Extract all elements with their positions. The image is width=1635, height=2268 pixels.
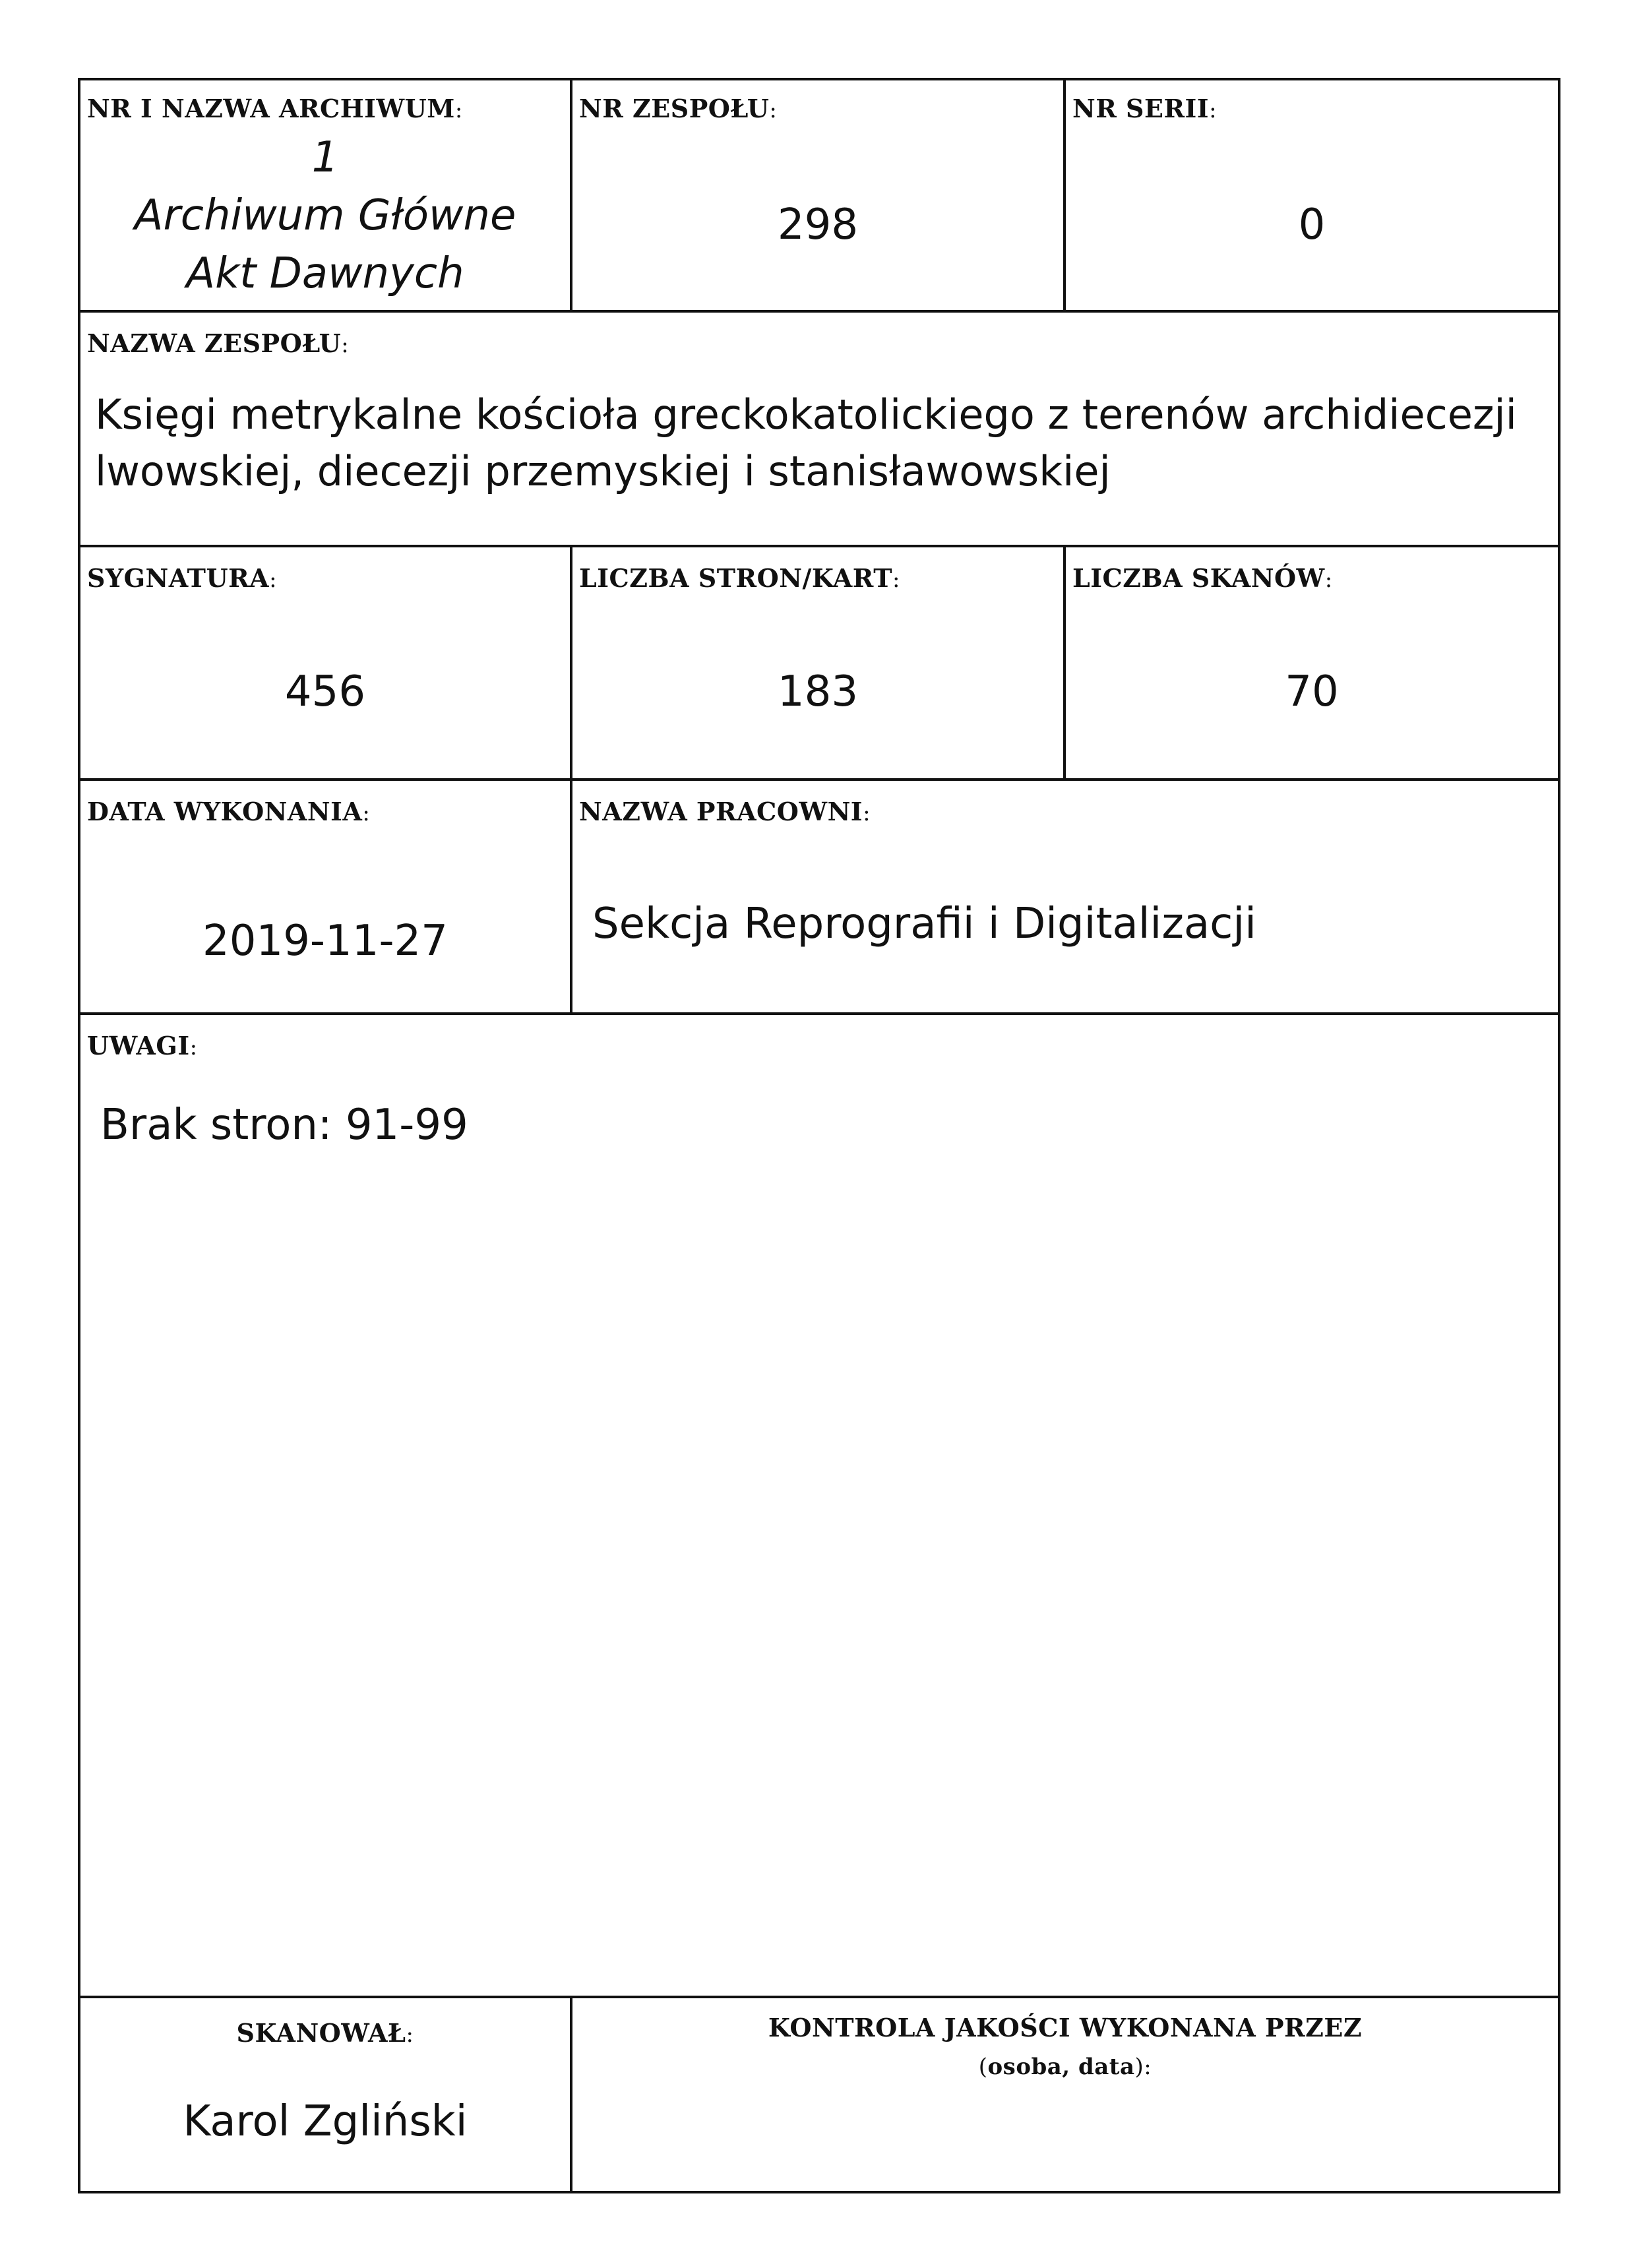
- signature-value: 456: [284, 667, 366, 716]
- date-value: 2019-11-27: [202, 917, 448, 965]
- remarks-label: UWAGI:: [87, 1031, 198, 1060]
- fonds-name-cell: [80, 313, 1558, 545]
- scan-count-label: LICZBA SKANÓW:: [1072, 563, 1333, 593]
- scan-count-value: 70: [1285, 667, 1339, 716]
- workshop-label: NAZWA PRACOWNI:: [579, 797, 871, 826]
- scan-count-cell: [1066, 547, 1558, 778]
- fonds-name-label: NAZWA ZESPOŁU:: [87, 328, 350, 358]
- fonds-number-label: NR ZESPOŁU:: [579, 94, 778, 123]
- date-label: DATA WYKONANIA:: [87, 797, 371, 826]
- series-number-label: NR SERII:: [1072, 94, 1218, 123]
- page-count-label: LICZBA STRON/KART:: [579, 563, 900, 593]
- remarks-cell: [80, 1015, 1558, 1996]
- scanned-by-value: Karol Zgliński: [183, 2097, 468, 2146]
- page-count-cell: [572, 547, 1063, 778]
- series-number-cell: [1066, 80, 1558, 310]
- scanned-by-label: SKANOWAŁ:: [236, 2018, 414, 2048]
- date-cell: [80, 781, 570, 1012]
- signature-label: SYGNATURA:: [87, 563, 278, 593]
- fonds-number-value: 298: [777, 200, 859, 249]
- quality-control-cell: [572, 1998, 1558, 2191]
- archive-name-line2: Akt Dawnych: [186, 249, 464, 298]
- signature-cell: [80, 547, 570, 778]
- fonds-name-line2: lwowskiej, diecezji przemyskiej i stanisławowskiej: [95, 447, 1111, 495]
- scanned-by-cell: [80, 1998, 570, 2191]
- series-number-value: 0: [1298, 200, 1326, 249]
- archive-cell: [80, 80, 570, 310]
- fonds-number-cell: [572, 80, 1063, 310]
- quality-control-subtitle: (osoba, data):: [978, 2054, 1152, 2080]
- quality-control-label: KONTROLA JAKOŚCI WYKONANA PRZEZ: [768, 2013, 1363, 2042]
- remarks-value: Brak stron: 91-99: [100, 1101, 468, 1149]
- fonds-name-line1: Księgi metrykalne kościoła greckokatolickiego z terenów archidiecezji: [95, 390, 1517, 439]
- workshop-value: Sekcja Reprografii i Digitalizacji: [592, 900, 1256, 948]
- archive-label: NR I NAZWA ARCHIWUM:: [87, 94, 463, 123]
- archive-name-line1: Archiwum Główne: [134, 191, 516, 240]
- page-count-value: 183: [777, 667, 859, 716]
- archive-number: 1: [311, 133, 339, 182]
- workshop-cell: [572, 781, 1558, 1012]
